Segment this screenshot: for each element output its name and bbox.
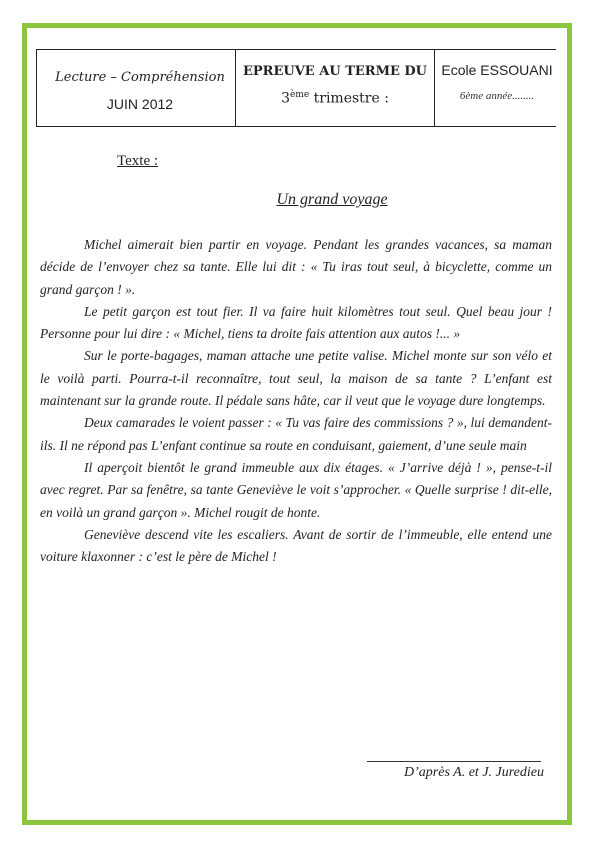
paragraph: Le petit garçon est tout fier. Il va faire huit kilomètres tout seul. Quel beau jour ! Personne pour lui dire : « Michel, tiens ta droite fais attention aux autos !... » bbox=[40, 303, 552, 342]
story-body bbox=[40, 234, 552, 568]
paragraph: Geneviève descend vite les escaliers. Avant de sortir de l’immeuble, elle entend une voiture klaxonner : c’est le père de Michel ! bbox=[40, 526, 552, 565]
exam-date: JUIN 2012 bbox=[106, 96, 174, 112]
grade-level: 6ème année........ bbox=[459, 90, 535, 102]
exam-page bbox=[22, 23, 572, 823]
trimester-number: 3 bbox=[281, 90, 290, 107]
paragraph: Sur le porte-bagages, maman attache une petite valise. Michel monte sur son vélo et le voilà parti. Pourra-t-il reconnaître, tout seul, la maison de sa tante ? L’enfant est maintenant sur la grande route. Il pédale sans hâte, car il veut que le voyage dure longtemps. bbox=[40, 348, 552, 409]
source-attribution: D’après A. et J. Juredieu bbox=[404, 765, 544, 780]
texte-label: Texte : bbox=[117, 153, 159, 169]
paragraph: Il aperçoit bientôt le grand immeuble aux dix étages. « J’arrive déjà ! », pense-t-il avec regret. Par sa fenêtre, sa tante Geneviève le voit s’approcher. « Quelle surprise ! dit-elle, en voilà un grand garçon ». Michel rougit de honte. bbox=[40, 459, 552, 520]
paragraph: Michel aimerait bien partir en voyage. Pendant les grandes vacances, sa maman décide de l’envoyer chez sa tante. Elle lui dit : « Tu iras tout seul, à bicyclette, comme un grand garçon ! ». bbox=[40, 237, 552, 297]
header-subject-cell bbox=[36, 50, 235, 126]
trimester-suffix: ème bbox=[289, 90, 310, 100]
trimester-label: trimestre : bbox=[309, 90, 389, 107]
exam-trimester bbox=[236, 90, 434, 107]
paragraph: Deux camarades le voient passer : « Tu vas faire des commissions ? », lui demandent-ils. Il ne répond pas L’enfant continue sa route en conduisant, gaiement, d’une seule main bbox=[40, 415, 552, 453]
exam-header bbox=[36, 49, 556, 127]
school-name: Ecole ESSOUANI bbox=[441, 62, 553, 78]
story-title: Un grand voyage bbox=[276, 191, 388, 208]
source-divider bbox=[367, 761, 541, 762]
header-exam-cell bbox=[235, 50, 435, 126]
subject-title: Lecture – Compréhension bbox=[55, 70, 225, 85]
exam-title: EPREUVE AU TERME DU bbox=[242, 64, 428, 79]
header-school-cell bbox=[435, 50, 556, 126]
